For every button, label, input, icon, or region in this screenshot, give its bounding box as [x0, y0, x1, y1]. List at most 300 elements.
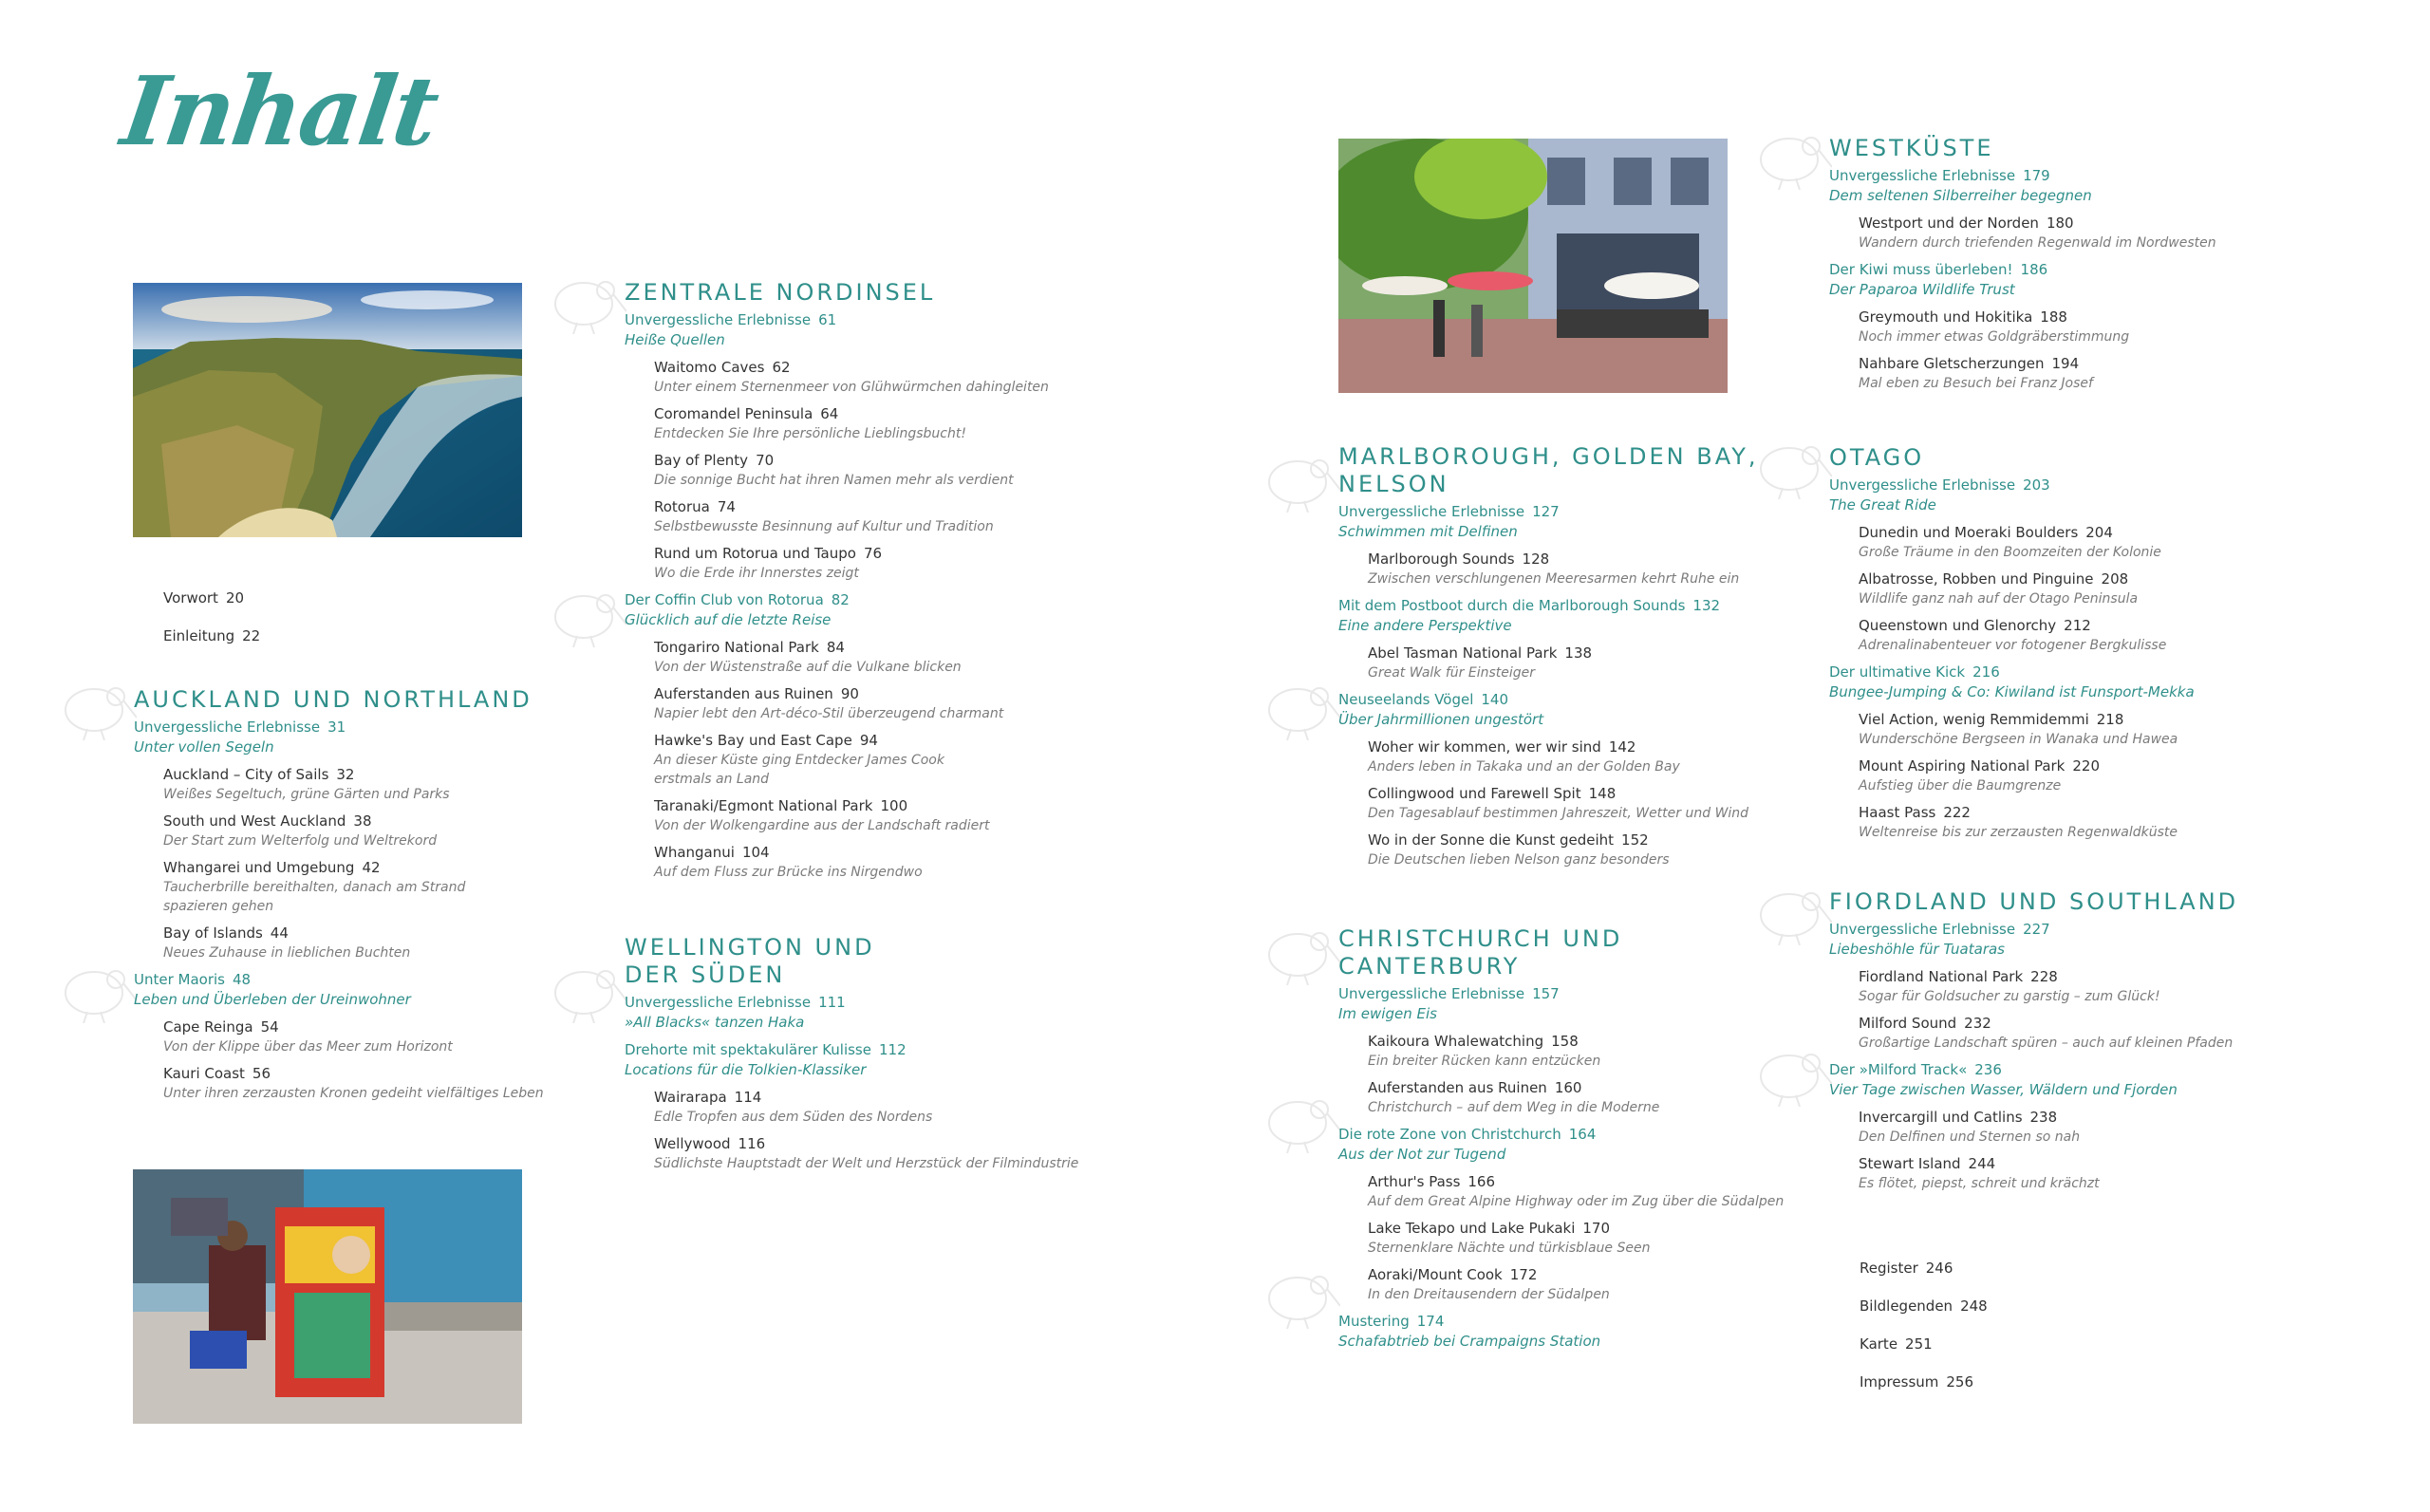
toc-entry[interactable]	[625, 638, 1118, 677]
feature-subtitle: Locations für die Tolkien-Klassiker	[625, 1061, 867, 1078]
toc-feature[interactable]	[1829, 1060, 2323, 1100]
entry-title-text: Wo in der Sonne die Kunst gedeiht	[1368, 831, 1615, 849]
toc-entry-vorwort[interactable]: Vorwort 20	[163, 589, 245, 607]
page-number: 100	[880, 797, 908, 814]
entry-title-text: Taranaki/Egmont National Park	[654, 797, 873, 814]
entry-title-text: Queenstown und Glenorchy	[1859, 617, 2057, 634]
entry-title	[654, 497, 1118, 517]
entry-title	[1859, 308, 2304, 327]
page-number: 164	[1568, 1126, 1597, 1143]
feature-title	[1338, 1312, 1813, 1332]
toc-entry[interactable]	[1338, 784, 1785, 823]
entry-subtitle: Südlichste Hauptstadt der Welt und Herzstück der Filmindustrie	[654, 1156, 1079, 1171]
entry-title	[163, 1064, 589, 1084]
entry-title	[1368, 831, 1785, 850]
page-number: 84	[826, 639, 845, 656]
kiwi-watermark-icon	[1255, 919, 1340, 985]
entry-subtitle: Napier lebt den Art-déco-Stil überzeugend charmant	[654, 706, 1004, 721]
entry-subtitle: Auf dem Great Alpine Highway oder im Zug über die Südalpen	[1368, 1194, 1785, 1209]
page-number: 104	[741, 844, 770, 861]
back-matter	[1830, 1259, 2229, 1392]
kiwi-watermark-icon	[1747, 123, 1832, 190]
entry-subtitle: Anders leben in Takaka und an der Golden Bay	[1368, 759, 1680, 775]
page-number: 56	[252, 1065, 271, 1082]
feature-title	[1338, 984, 1813, 1004]
feature-title	[134, 970, 589, 990]
entry-title	[1859, 523, 2304, 543]
page-number: 216	[1972, 663, 2000, 681]
page-number: 236	[1974, 1061, 2002, 1078]
page-number: 170	[1582, 1220, 1611, 1237]
entry-title-text: Bay of Islands	[163, 924, 263, 942]
entry-title	[654, 731, 1118, 751]
entry-subtitle: Die sonnige Bucht hat ihren Namen mehr als verdient	[654, 473, 1014, 488]
section-heading: WESTKÜSTE	[1829, 135, 1994, 161]
feature-subtitle: Leben und Überleben der Ureinwohner	[134, 991, 411, 1008]
section-auckland	[134, 686, 589, 1111]
toc-entry[interactable]	[134, 812, 589, 850]
page-number: 31	[327, 719, 346, 736]
toc-feature[interactable]	[1338, 1125, 1813, 1165]
entry-title-text: Waitomo Caves	[654, 359, 765, 376]
toc-entry[interactable]	[1829, 1108, 2323, 1147]
page-number: 64	[820, 405, 839, 422]
section-heading: MARLBOROUGH, GOLDEN BAY, NELSON	[1338, 443, 1759, 497]
toc-entry[interactable]	[1338, 1219, 1813, 1258]
entry-title	[1368, 1032, 1813, 1052]
toc-entry-einleitung[interactable]: Einleitung 22	[163, 627, 261, 644]
coast-photo	[133, 283, 522, 537]
page-number: 166	[1467, 1173, 1496, 1190]
toc-feature[interactable]	[625, 310, 1118, 350]
toc-entry[interactable]	[625, 497, 1118, 536]
entry-subtitle: In den Dreitausendern der Südalpen	[1368, 1287, 1610, 1302]
feature-subtitle: »All Blacks« tanzen Haka	[625, 1014, 805, 1031]
entry-title	[1859, 756, 2304, 776]
entry-title	[654, 1134, 1118, 1154]
toc-entry[interactable]	[625, 843, 1118, 882]
section-otago	[1829, 444, 2304, 849]
feature-subtitle: Liebeshöhle für Tuataras	[1829, 941, 2005, 958]
entry-subtitle: Großartige Landschaft spüren – auch auf kleinen Pfaden	[1859, 1036, 2234, 1051]
entry-title	[1859, 214, 2304, 233]
feature-title	[1338, 690, 1785, 710]
toc-feature[interactable]	[1829, 663, 2304, 702]
toc-entry[interactable]	[1829, 354, 2304, 393]
page-number: 180	[2046, 215, 2074, 232]
entry-subtitle: Die Deutschen lieben Nelson ganz besonders	[1368, 852, 1670, 868]
toc-entry[interactable]	[1829, 1154, 2323, 1193]
page-number: 82	[831, 591, 850, 608]
entry-title	[163, 765, 589, 785]
feature-subtitle: Vier Tage zwischen Wasser, Wäldern und Fjorden	[1829, 1081, 2178, 1098]
entry-title	[1859, 569, 2304, 589]
toc-entry[interactable]	[1338, 1032, 1813, 1071]
feature-subtitle: Aus der Not zur Tugend	[1338, 1146, 1506, 1163]
entry-title-text: Haast Pass	[1859, 804, 1936, 821]
toc-entry[interactable]	[1338, 831, 1785, 869]
page-number: 132	[1692, 597, 1721, 614]
kiwi-watermark-icon	[541, 581, 626, 647]
feature-title-text: Mit dem Postboot durch die Marlborough Sounds	[1338, 597, 1686, 614]
toc-feature[interactable]	[1829, 166, 2304, 206]
toc-feature[interactable]	[1338, 1312, 1813, 1352]
entry-title	[654, 544, 1118, 564]
toc-feature[interactable]	[134, 970, 589, 1010]
feature-title	[1829, 663, 2304, 682]
entry-title	[654, 451, 1118, 471]
entry-subtitle: An dieser Küste ging Entdecker James Cook erstmals an Land	[654, 753, 944, 787]
section-heading: WELLINGTON UND DER SÜDEN	[625, 934, 875, 988]
entry-title-text: Abel Tasman National Park	[1368, 644, 1558, 662]
feature-subtitle: Der Paparoa Wildlife Trust	[1829, 281, 2015, 298]
entry-title-text: Auferstanden aus Ruinen	[1368, 1079, 1547, 1096]
entry-title	[1368, 784, 1785, 804]
entry-title	[654, 796, 1118, 816]
feature-title-text: Drehorte mit spektakulärer Kulisse	[625, 1041, 871, 1058]
page-number: 90	[840, 685, 859, 702]
feature-title	[1338, 502, 1785, 522]
section-heading: AUCKLAND UND NORTHLAND	[134, 686, 533, 713]
entry-title-text: Nahbare Gletscherzungen	[1859, 355, 2045, 372]
toc-entry[interactable]	[625, 1134, 1118, 1173]
feature-title-text: Unvergessliche Erlebnisse	[1338, 985, 1525, 1002]
entry-subtitle: Den Delfinen und Sternen so nah	[1859, 1129, 2081, 1145]
entry-title	[1368, 644, 1785, 663]
toc-entry[interactable]	[1829, 1014, 2323, 1053]
kiwi-watermark-icon	[1255, 446, 1340, 513]
toc-entry[interactable]	[134, 1064, 589, 1103]
entry-title-text: Arthur's Pass	[1368, 1173, 1461, 1190]
page-number: 238	[2029, 1109, 2058, 1126]
entry-title-text: Rotorua	[654, 498, 710, 515]
toc-entry-register[interactable]: Register 246	[1860, 1260, 1953, 1277]
entry-title	[163, 1017, 589, 1037]
page-number: 114	[734, 1089, 762, 1106]
entry-title	[1859, 967, 2323, 987]
entry-title-text: Greymouth und Hokitika	[1859, 308, 2033, 326]
toc-entry[interactable]	[134, 924, 589, 962]
section-marlborough	[1338, 443, 1785, 877]
entry-title-text: Marlborough Sounds	[1368, 551, 1515, 568]
page-number: 111	[818, 994, 846, 1011]
entry-title-text: Whangarei und Umgebung	[163, 859, 355, 876]
toc-feature[interactable]	[1338, 502, 1785, 542]
feature-title-text: Der »Milford Track«	[1829, 1061, 1968, 1078]
feature-title-text: Der Kiwi muss überleben!	[1829, 261, 2013, 278]
page-number: 42	[362, 859, 381, 876]
entry-subtitle: Es flötet, piepst, schreit und krächzt	[1859, 1176, 2100, 1191]
toc-feature[interactable]	[1338, 984, 1813, 1024]
toc-entry[interactable]	[1338, 1078, 1813, 1117]
toc-feature[interactable]	[625, 993, 1118, 1033]
entry-title	[1368, 1172, 1813, 1192]
page-number: 48	[233, 971, 252, 988]
page-number: 148	[1588, 785, 1617, 802]
page-number: 232	[1964, 1015, 1991, 1032]
entry-title-text: South und West Auckland	[163, 812, 346, 830]
page-number: 142	[1608, 738, 1636, 756]
page-number: 174	[1416, 1313, 1445, 1330]
page-number: 218	[2096, 711, 2124, 728]
entry-title-text: Fiordland National Park	[1859, 968, 2024, 985]
page-number: 128	[1522, 551, 1550, 568]
page-number: 212	[2064, 617, 2091, 634]
page-number: 158	[1551, 1033, 1579, 1050]
entry-title	[654, 684, 1118, 704]
feature-subtitle: Unter vollen Segeln	[134, 738, 274, 756]
entry-title	[1859, 1154, 2323, 1174]
entry-title	[1368, 1078, 1813, 1098]
page-number: 220	[2072, 757, 2101, 775]
entry-subtitle: Edle Tropfen aus dem Süden des Nordens	[654, 1110, 933, 1125]
feature-title	[1338, 596, 1785, 616]
section-fiordland	[1829, 888, 2323, 1201]
entry-subtitle: Große Träume in den Boomzeiten der Kolonie	[1859, 545, 2161, 560]
entry-title	[1859, 354, 2304, 374]
entry-title	[1859, 803, 2304, 823]
feature-title-text: Der ultimative Kick	[1829, 663, 1966, 681]
feature-title-text: Der Coffin Club von Rotorua	[625, 591, 824, 608]
entry-subtitle: Sternenklare Nächte und türkisblaue Seen	[1368, 1241, 1651, 1256]
page-number: 127	[1532, 503, 1560, 520]
page-number: 244	[1968, 1155, 1996, 1172]
entry-subtitle: Wandern durch triefenden Regenwald im Nordwesten	[1859, 235, 2216, 251]
entry-title-text: Whanganui	[654, 844, 735, 861]
toc-entry[interactable]	[1829, 523, 2304, 562]
toc-entry[interactable]	[1829, 308, 2304, 346]
cafe-photo	[1338, 139, 1728, 393]
kiwi-watermark-icon	[541, 268, 626, 334]
kiwi-watermark-icon	[1255, 674, 1340, 740]
toc-entry[interactable]	[625, 684, 1118, 723]
feature-subtitle: Dem seltenen Silberreiher begegnen	[1829, 187, 2092, 204]
feature-title	[1829, 920, 2323, 940]
kiwi-watermark-icon	[1255, 1087, 1340, 1153]
page-title: Inhalt	[115, 55, 444, 167]
page-number: 160	[1554, 1079, 1582, 1096]
toc-feature[interactable]	[625, 590, 1118, 630]
entry-title	[1368, 550, 1785, 569]
page-number: 204	[2085, 524, 2113, 541]
feature-title	[1338, 1125, 1813, 1145]
toc-entry[interactable]	[1829, 569, 2304, 608]
feature-title	[1829, 476, 2304, 495]
toc-entry[interactable]	[625, 1088, 1118, 1127]
entry-title-text: Dunedin und Moeraki Boulders	[1859, 524, 2079, 541]
entry-title-text: Kaikoura Whalewatching	[1368, 1033, 1544, 1050]
toc-entry[interactable]	[625, 544, 1118, 583]
feature-subtitle: Im ewigen Eis	[1338, 1005, 1437, 1022]
kiwi-watermark-icon	[51, 674, 137, 740]
entry-subtitle: Zwischen verschlungenen Meeresarmen kehrt Ruhe ein	[1368, 571, 1740, 587]
feature-title-text: Unvergessliche Erlebnisse	[625, 311, 812, 328]
page-number: 228	[2030, 968, 2058, 985]
entry-title	[654, 404, 1118, 424]
entry-title-text: Viel Action, wenig Remmidemmi	[1859, 711, 2089, 728]
entry-title-text: Invercargill und Catlins	[1859, 1109, 2023, 1126]
feature-title-text: Die rote Zone von Christchurch	[1338, 1126, 1561, 1143]
feature-subtitle: The Great Ride	[1829, 496, 1936, 513]
entry-subtitle: Weltenreise bis zur zerzausten Regenwaldküste	[1859, 825, 2178, 840]
entry-subtitle: Wildlife ganz nah auf der Otago Peninsula	[1859, 591, 2139, 607]
toc-feature[interactable]	[1338, 690, 1785, 730]
feature-title-text: Unvergessliche Erlebnisse	[1338, 503, 1525, 520]
toc-entry[interactable]	[625, 451, 1118, 490]
entry-subtitle: Ein breiter Rücken kann entzücken	[1368, 1054, 1601, 1069]
entry-title-text: Lake Tekapo und Lake Pukaki	[1368, 1220, 1576, 1237]
entry-title-text: Coromandel Peninsula	[654, 405, 813, 422]
page-number: 194	[2051, 355, 2080, 372]
feature-title-text: Unvergessliche Erlebnisse	[625, 994, 812, 1011]
toc-entry[interactable]	[1829, 710, 2304, 749]
feature-title	[625, 1040, 1118, 1060]
feature-title-text: Unvergessliche Erlebnisse	[134, 719, 321, 736]
section-westkueste	[1829, 135, 2304, 401]
page-number: 44	[270, 924, 289, 942]
page-number: 172	[1509, 1266, 1538, 1283]
entry-subtitle: Von der Wüstenstraße auf die Vulkane blicken	[654, 660, 962, 675]
section-heading: OTAGO	[1829, 444, 1925, 471]
feature-title-text: Unvergessliche Erlebnisse	[1829, 476, 2016, 494]
feature-title	[1829, 260, 2304, 280]
entry-subtitle: Den Tagesablauf bestimmen Jahreszeit, Wetter und Wind	[1368, 806, 1749, 821]
toc-feature[interactable]	[1829, 920, 2323, 960]
entry-title-text: Wairarapa	[654, 1089, 727, 1106]
entry-subtitle: Weißes Segeltuch, grüne Gärten und Parks	[163, 787, 450, 802]
entry-title-text: Hawke's Bay und East Cape	[654, 732, 852, 749]
entry-subtitle: Adrenalinabenteuer vor fotogener Bergkulisse	[1859, 638, 2167, 653]
toc-entry[interactable]	[134, 765, 589, 804]
toc-entry[interactable]	[625, 404, 1118, 443]
feature-subtitle: Glücklich auf die letzte Reise	[625, 611, 832, 628]
entry-subtitle: Wunderschöne Bergseen in Wanaka und Hawea	[1859, 732, 2178, 747]
entry-title	[163, 812, 589, 831]
section-heading: ZENTRALE NORDINSEL	[625, 279, 936, 306]
entry-title-text: Stewart Island	[1859, 1155, 1961, 1172]
page-number: 152	[1621, 831, 1649, 849]
entry-title-text: Kauri Coast	[163, 1065, 245, 1082]
entry-subtitle: Great Walk für Einsteiger	[1368, 665, 1535, 681]
toc-entry[interactable]	[625, 731, 1118, 789]
toc-feature[interactable]	[1338, 596, 1785, 636]
toc-feature[interactable]	[1829, 476, 2304, 515]
page-number: 140	[1481, 691, 1509, 708]
feature-title	[134, 718, 589, 737]
entry-title-text: Albatrosse, Robben und Pinguine	[1859, 570, 2094, 588]
entry-title-text: Rund um Rotorua und Taupo	[654, 545, 856, 562]
feature-title-text: Unter Maoris	[134, 971, 225, 988]
toc-entry[interactable]	[1829, 214, 2304, 252]
toc-entry[interactable]	[1338, 550, 1785, 588]
page-number: 74	[717, 498, 736, 515]
toc-entry[interactable]	[1829, 616, 2304, 655]
entry-subtitle: Aufstieg über die Baumgrenze	[1859, 778, 2062, 793]
page-number: 138	[1564, 644, 1593, 662]
entry-title	[1368, 1265, 1813, 1285]
section-christchurch	[1338, 925, 1813, 1359]
feature-title-text: Neuseelands Vögel	[1338, 691, 1474, 708]
entry-title	[654, 358, 1118, 378]
entry-title	[163, 858, 589, 878]
entry-title-text: Milford Sound	[1859, 1015, 1957, 1032]
toc-entry[interactable]	[134, 858, 589, 916]
feature-title	[625, 993, 1118, 1013]
entry-title-text: Collingwood und Farewell Spit	[1368, 785, 1581, 802]
entry-title	[1368, 1219, 1813, 1239]
feature-title-text: Mustering	[1338, 1313, 1410, 1330]
toc-entry-karte[interactable]: Karte 251	[1860, 1335, 1933, 1353]
page-number: 116	[738, 1135, 766, 1152]
toc-entry[interactable]	[1338, 1265, 1813, 1304]
toc-feature[interactable]	[1829, 260, 2304, 300]
entry-subtitle: Der Start zum Welterfolg und Weltrekord	[163, 833, 438, 849]
toc-entry-bildlegenden[interactable]: Bildlegenden 248	[1860, 1297, 1988, 1315]
entry-subtitle: Von der Klippe über das Meer zum Horizont	[163, 1039, 453, 1055]
entry-title	[1859, 710, 2304, 730]
entry-title-text: Westport und der Norden	[1859, 215, 2039, 232]
entry-subtitle: Unter ihren zerzausten Kronen gedeiht vielfältiges Leben	[163, 1086, 544, 1101]
entry-subtitle: Taucherbrille bereithalten, danach am Strand spazieren gehen	[163, 880, 466, 914]
entry-title	[1859, 616, 2304, 636]
toc-entry[interactable]	[1829, 803, 2304, 842]
entry-subtitle: Von der Wolkengardine aus der Landschaft radiert	[654, 818, 990, 833]
feature-title-text: Unvergessliche Erlebnisse	[1829, 921, 2016, 938]
toc-entry[interactable]	[1829, 756, 2304, 795]
toc-entry[interactable]	[1829, 967, 2323, 1006]
entry-title-text: Tongariro National Park	[654, 639, 819, 656]
feature-title	[1829, 166, 2304, 186]
entry-title	[163, 924, 589, 943]
entry-title-text: Auferstanden aus Ruinen	[654, 685, 833, 702]
entry-subtitle: Entdecken Sie Ihre persönliche Lieblingsbucht!	[654, 426, 966, 441]
entry-title-text: Wellywood	[654, 1135, 731, 1152]
toc-entry[interactable]	[625, 796, 1118, 835]
kiwi-watermark-icon	[51, 957, 137, 1023]
feature-title	[1829, 1060, 2323, 1080]
toc-entry[interactable]	[134, 1017, 589, 1056]
feature-title	[625, 310, 1118, 330]
toc-entry[interactable]	[1338, 1172, 1813, 1211]
page-number: 227	[2023, 921, 2050, 938]
feature-subtitle: Schafabtrieb bei Crampaigns Station	[1338, 1333, 1601, 1350]
entry-subtitle: Neues Zuhause in lieblichen Buchten	[163, 945, 411, 961]
page-number: 38	[353, 812, 372, 830]
page-number: 222	[1943, 804, 1971, 821]
page-number: 112	[878, 1041, 907, 1058]
toc-entry[interactable]	[1338, 737, 1785, 776]
toc-feature[interactable]	[625, 1040, 1118, 1080]
toc-entry-impressum[interactable]: Impressum 256	[1860, 1373, 1974, 1391]
entry-title-text: Bay of Plenty	[654, 452, 749, 469]
entry-title	[1368, 737, 1785, 757]
entry-title-text: Auckland – City of Sails	[163, 766, 329, 783]
entry-subtitle: Christchurch – auf dem Weg in die Moderne	[1368, 1100, 1660, 1115]
feature-subtitle: Über Jahrmillionen ungestört	[1338, 711, 1544, 728]
kiwi-watermark-icon	[1255, 1262, 1340, 1329]
toc-entry[interactable]	[1338, 644, 1785, 682]
entry-title	[1859, 1108, 2323, 1128]
entry-subtitle: Noch immer etwas Goldgräberstimmung	[1859, 329, 2130, 345]
entry-subtitle: Unter einem Sternenmeer von Glühwürmchen dahingleiten	[654, 380, 1049, 395]
page-number: 157	[1532, 985, 1560, 1002]
toc-entry[interactable]	[625, 358, 1118, 397]
page-number: 94	[859, 732, 878, 749]
page-number: 54	[260, 1018, 279, 1036]
toc-feature[interactable]	[134, 718, 589, 757]
page-number: 62	[772, 359, 791, 376]
feature-subtitle: Bungee-Jumping & Co: Kiwiland ist Funsport-Mekka	[1829, 683, 2195, 700]
